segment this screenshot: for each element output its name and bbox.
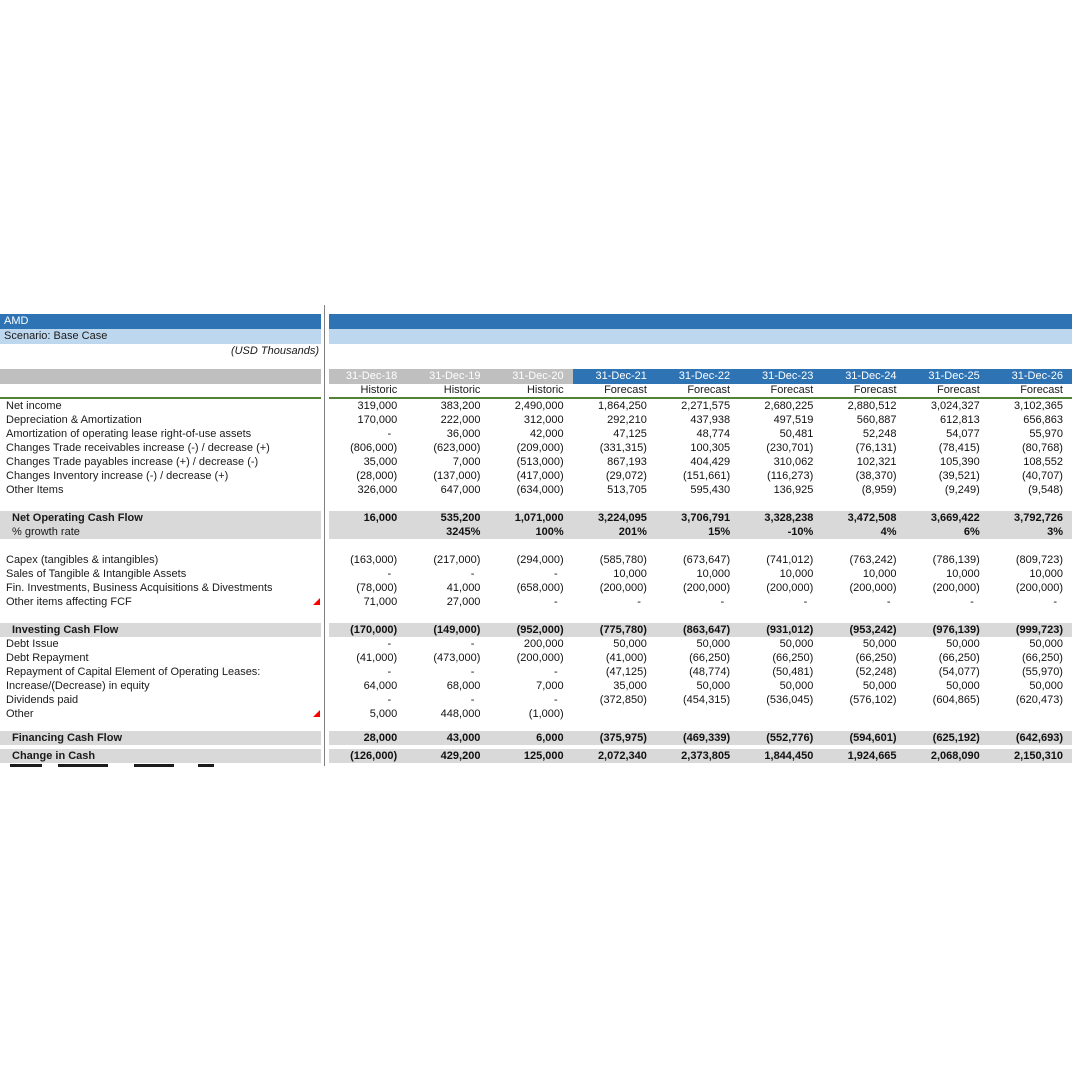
value-cell[interactable]: - <box>886 596 891 608</box>
table-row <box>0 707 1072 721</box>
value-cell[interactable]: - <box>387 638 392 650</box>
value-cell[interactable]: 10,000 <box>1029 568 1063 580</box>
value-cell[interactable]: (151,661) <box>683 470 731 482</box>
value-cell[interactable]: (137,000) <box>433 470 481 482</box>
value-cell[interactable]: - <box>470 568 475 580</box>
value-cell[interactable]: (623,000) <box>433 442 481 454</box>
column-phase-label: Forecast <box>989 384 1072 397</box>
value-cell[interactable]: (66,250) <box>689 652 731 664</box>
cash-flow-sheet <box>0 314 1072 768</box>
table-row <box>0 427 1072 441</box>
value-cell[interactable]: (52,248) <box>855 666 897 678</box>
table-row <box>0 441 1072 455</box>
value-cell[interactable]: (763,242) <box>849 554 897 566</box>
value-cell[interactable]: (658,000) <box>516 582 564 594</box>
value-cell[interactable]: 47,125 <box>613 428 647 440</box>
row-label[interactable]: Changes Inventory increase (-) / decrease (+) <box>6 470 229 482</box>
value-cell[interactable]: (863,647) <box>683 624 731 636</box>
value-cell[interactable]: 50,000 <box>946 638 980 650</box>
value-cell[interactable]: 100% <box>535 526 564 538</box>
value-cell[interactable]: (604,865) <box>932 694 980 706</box>
column-phase-label: Historic <box>489 384 572 397</box>
value-cell[interactable]: (78,415) <box>938 442 980 454</box>
value-cell[interactable]: 404,429 <box>690 456 731 468</box>
value-cell[interactable]: (931,012) <box>766 624 814 636</box>
value-cell[interactable]: 5,000 <box>369 708 398 720</box>
row-label[interactable]: Change in Cash <box>12 750 96 762</box>
value-cell[interactable]: 3% <box>1047 526 1063 538</box>
column-divider-line <box>324 305 325 766</box>
row-label[interactable]: Other items affecting FCF <box>0 595 323 609</box>
value-cell[interactable]: 102,321 <box>856 456 897 468</box>
value-cell[interactable]: 2,680,225 <box>764 400 814 412</box>
value-cell[interactable]: 2,373,805 <box>681 750 731 762</box>
scenario-bar[interactable] <box>0 329 1072 344</box>
row-label[interactable]: Sales of Tangible & Intangible Assets <box>6 568 187 580</box>
table-row <box>0 511 1072 525</box>
row-label[interactable]: Net Operating Cash Flow <box>12 512 143 524</box>
table-row <box>0 637 1072 651</box>
column-phase-label: Forecast <box>906 384 989 397</box>
value-cell[interactable]: 310,062 <box>773 456 814 468</box>
column-phase-label: Historic <box>406 384 489 397</box>
value-cell[interactable]: 50,000 <box>613 638 647 650</box>
column-header-date[interactable]: 31-Dec-18 <box>323 369 406 384</box>
value-cell[interactable]: (230,701) <box>766 442 814 454</box>
value-cell[interactable]: 3,328,238 <box>764 512 814 524</box>
value-cell[interactable] <box>989 707 1072 721</box>
column-header-row <box>0 369 1072 384</box>
table-row <box>0 749 1072 763</box>
value-cell[interactable]: 3,792,726 <box>1014 512 1063 524</box>
comment-flag-icon <box>313 598 320 605</box>
row-label[interactable]: Changes Trade receivables increase (-) / decrease (+) <box>6 442 270 454</box>
value-cell[interactable]: 222,000 <box>440 414 481 426</box>
value-cell[interactable]: (200,000) <box>683 582 731 594</box>
value-cell[interactable]: (170,000) <box>350 624 398 636</box>
value-cell[interactable]: (38,370) <box>855 470 897 482</box>
value-cell[interactable]: 10,000 <box>779 568 814 580</box>
value-cell[interactable]: (41,000) <box>356 652 398 664</box>
value-cell[interactable]: (417,000) <box>516 470 564 482</box>
value-cell[interactable]: (552,776) <box>766 732 814 744</box>
row-label[interactable]: Other <box>0 707 323 721</box>
table-row <box>0 413 1072 427</box>
value-cell[interactable]: (775,780) <box>599 624 647 636</box>
value-cell[interactable]: (673,647) <box>683 554 731 566</box>
value-cell[interactable]: 35,000 <box>363 456 398 468</box>
value-cell[interactable]: (454,315) <box>683 694 731 706</box>
table-row <box>0 679 1072 693</box>
value-cell[interactable]: (200,000) <box>516 652 564 664</box>
value-cell[interactable]: 2,490,000 <box>514 400 564 412</box>
column-header-date[interactable]: 31-Dec-22 <box>656 369 739 384</box>
value-cell[interactable]: 2,880,512 <box>847 400 897 412</box>
row-label[interactable]: Depreciation & Amortization <box>6 414 142 426</box>
header-gap <box>0 359 1072 369</box>
value-cell[interactable]: 48,774 <box>696 428 731 440</box>
value-cell[interactable]: (40,707) <box>1022 470 1063 482</box>
value-cell[interactable]: 136,925 <box>773 484 814 496</box>
value-cell[interactable]: (66,250) <box>772 652 814 664</box>
value-cell[interactable]: 71,000 <box>363 596 398 608</box>
column-header-date[interactable]: 31-Dec-24 <box>822 369 905 384</box>
value-cell[interactable]: (741,012) <box>766 554 814 566</box>
value-cell[interactable]: (9,548) <box>1028 484 1063 496</box>
value-cell[interactable]: - <box>553 568 558 580</box>
cash-flow-table <box>0 369 1072 768</box>
clipped-text-fragment <box>134 764 174 767</box>
value-cell[interactable]: 15% <box>708 526 731 538</box>
value-cell[interactable]: 383,200 <box>440 400 481 412</box>
table-row <box>0 397 1072 413</box>
phase-header-row <box>0 384 1072 397</box>
row-label[interactable]: Changes Trade payables increase (+) / decrease (-) <box>6 456 259 468</box>
value-cell[interactable]: 50,000 <box>779 680 814 692</box>
value-cell[interactable]: 50,000 <box>946 680 980 692</box>
column-header-date[interactable]: 31-Dec-26 <box>989 369 1072 384</box>
value-cell[interactable]: 497,519 <box>773 414 814 426</box>
value-cell[interactable]: 10,000 <box>862 568 897 580</box>
value-cell[interactable]: 50,000 <box>696 638 731 650</box>
value-cell[interactable]: (1,000) <box>528 708 564 720</box>
value-cell[interactable]: - <box>970 596 974 608</box>
value-cell[interactable]: 312,000 <box>523 414 564 426</box>
value-cell[interactable]: 2,072,340 <box>597 750 647 762</box>
value-cell[interactable]: (200,000) <box>599 582 647 594</box>
table-row <box>0 581 1072 595</box>
value-cell[interactable]: 108,552 <box>1023 456 1063 468</box>
value-cell[interactable]: (149,000) <box>433 624 481 636</box>
units-label: (USD Thousands) <box>230 345 319 357</box>
value-cell[interactable]: (536,045) <box>766 694 814 706</box>
column-header-date[interactable]: 31-Dec-19 <box>406 369 489 384</box>
value-cell[interactable]: (375,975) <box>599 732 647 744</box>
row-label[interactable]: Repayment of Capital Element of Operating Leases: <box>6 666 261 678</box>
company-header-bar[interactable] <box>0 314 1072 329</box>
value-cell[interactable]: 3245% <box>446 526 481 538</box>
value-cell[interactable]: (200,000) <box>1015 582 1063 594</box>
value-cell[interactable]: 1,844,450 <box>764 750 814 762</box>
clipped-text-fragment <box>198 764 214 767</box>
value-cell[interactable]: 50,000 <box>1029 638 1063 650</box>
value-cell[interactable] <box>739 707 822 721</box>
value-cell[interactable]: (200,000) <box>766 582 814 594</box>
value-cell[interactable]: 50,000 <box>862 638 897 650</box>
value-cell[interactable]: (806,000) <box>350 442 398 454</box>
value-cell[interactable] <box>323 525 406 539</box>
value-cell[interactable]: (29,072) <box>605 470 647 482</box>
clipped-row <box>0 763 1072 768</box>
value-cell[interactable]: 201% <box>618 526 647 538</box>
column-phase-label: Forecast <box>656 384 739 397</box>
value-cell[interactable]: (953,242) <box>849 624 897 636</box>
value-cell[interactable]: (513,000) <box>516 456 564 468</box>
value-cell[interactable]: (976,139) <box>932 624 980 636</box>
column-header-corner <box>0 369 323 384</box>
value-cell[interactable]: 595,430 <box>690 484 731 496</box>
value-cell[interactable] <box>822 707 905 721</box>
clipped-text-fragment <box>10 764 42 767</box>
value-cell[interactable]: 3,669,422 <box>930 512 980 524</box>
value-cell[interactable]: 6,000 <box>536 732 564 744</box>
value-cell[interactable]: 125,000 <box>523 750 564 762</box>
column-phase-label: Historic <box>323 384 406 397</box>
value-cell[interactable]: (126,000) <box>350 750 398 762</box>
value-cell[interactable]: (55,970) <box>1022 666 1063 678</box>
value-cell[interactable]: (331,315) <box>599 442 647 454</box>
spacer-row <box>0 539 1072 553</box>
spacer-row <box>0 497 1072 511</box>
value-cell[interactable]: 3,224,095 <box>597 512 647 524</box>
value-cell[interactable]: (473,000) <box>433 652 481 664</box>
value-cell[interactable]: - <box>470 694 475 706</box>
value-cell[interactable]: 319,000 <box>357 400 398 412</box>
value-cell[interactable]: - <box>803 596 808 608</box>
column-phase-label: Forecast <box>739 384 822 397</box>
value-cell[interactable]: 10,000 <box>613 568 647 580</box>
value-cell[interactable]: (66,250) <box>1022 652 1063 664</box>
comment-flag-icon <box>313 710 320 717</box>
value-cell[interactable]: (999,723) <box>1015 624 1063 636</box>
value-cell[interactable]: 1,924,665 <box>847 750 897 762</box>
table-row <box>0 567 1072 581</box>
value-cell[interactable]: 36,000 <box>446 428 481 440</box>
value-cell[interactable] <box>573 707 656 721</box>
table-row <box>0 483 1072 497</box>
value-cell[interactable]: 64,000 <box>363 680 398 692</box>
value-cell[interactable]: 170,000 <box>357 414 398 426</box>
value-cell[interactable]: 27,000 <box>446 596 481 608</box>
value-cell[interactable]: (80,768) <box>1022 442 1063 454</box>
value-cell[interactable]: - <box>387 568 392 580</box>
table-row <box>0 693 1072 707</box>
value-cell[interactable]: - <box>553 694 558 706</box>
value-cell[interactable]: (576,102) <box>849 694 897 706</box>
value-cell[interactable]: (634,000) <box>516 484 564 496</box>
value-cell[interactable]: 50,000 <box>779 638 814 650</box>
value-cell[interactable]: - <box>470 666 475 678</box>
value-cell[interactable]: 10,000 <box>696 568 731 580</box>
value-cell[interactable]: - <box>553 596 558 608</box>
value-cell[interactable]: 6% <box>963 526 980 538</box>
value-cell[interactable]: 535,200 <box>440 512 481 524</box>
value-cell[interactable]: (372,850) <box>599 694 647 706</box>
value-cell[interactable]: (294,000) <box>516 554 564 566</box>
value-cell[interactable]: (41,000) <box>605 652 647 664</box>
column-phase-label: Forecast <box>822 384 905 397</box>
value-cell[interactable]: (28,000) <box>356 470 398 482</box>
value-cell[interactable]: - <box>387 666 392 678</box>
value-cell[interactable]: (163,000) <box>350 554 398 566</box>
row-label[interactable]: Investing Cash Flow <box>12 624 119 636</box>
value-cell[interactable]: 3,472,508 <box>847 512 897 524</box>
value-cell[interactable]: (78,000) <box>356 582 398 594</box>
value-cell[interactable]: 100,305 <box>690 442 731 454</box>
value-cell[interactable]: 2,068,090 <box>930 750 980 762</box>
value-cell[interactable]: 50,000 <box>696 680 731 692</box>
clipped-text-fragment <box>58 764 108 767</box>
column-divider-strip <box>321 305 329 766</box>
value-cell[interactable]: 4% <box>880 526 897 538</box>
value-cell[interactable]: 292,210 <box>607 414 647 426</box>
value-cell[interactable]: (809,723) <box>1015 554 1063 566</box>
value-cell[interactable]: 3,706,791 <box>681 512 731 524</box>
value-cell[interactable]: 55,970 <box>1029 428 1063 440</box>
table-row <box>0 731 1072 745</box>
value-cell[interactable]: (47,125) <box>605 666 647 678</box>
value-cell[interactable]: (620,473) <box>1015 694 1063 706</box>
value-cell[interactable]: 200,000 <box>523 638 564 650</box>
value-cell[interactable]: 54,077 <box>946 428 980 440</box>
value-cell[interactable]: 326,000 <box>357 484 398 496</box>
value-cell[interactable]: 513,705 <box>607 484 647 496</box>
value-cell[interactable]: 1,071,000 <box>514 512 564 524</box>
value-cell[interactable]: (200,000) <box>849 582 897 594</box>
value-cell[interactable]: (200,000) <box>932 582 980 594</box>
table-row <box>0 455 1072 469</box>
table-row <box>0 651 1072 665</box>
column-phase-label: Forecast <box>573 384 656 397</box>
table-row <box>0 525 1072 539</box>
value-cell[interactable]: 42,000 <box>530 428 564 440</box>
company-name: AMD <box>4 315 29 327</box>
value-cell[interactable]: (625,192) <box>932 732 980 744</box>
table-row <box>0 553 1072 567</box>
table-row <box>0 665 1072 679</box>
row-label[interactable]: Dividends paid <box>6 694 79 706</box>
value-cell[interactable]: 43,000 <box>446 732 481 744</box>
value-cell[interactable]: 612,813 <box>940 414 980 426</box>
value-cell[interactable]: 105,390 <box>940 456 980 468</box>
column-header-date[interactable]: 31-Dec-23 <box>739 369 822 384</box>
value-cell[interactable]: (48,774) <box>689 666 731 678</box>
value-cell[interactable] <box>906 707 989 721</box>
value-cell[interactable]: 50,481 <box>779 428 814 440</box>
value-cell[interactable]: 867,193 <box>607 456 647 468</box>
value-cell[interactable]: 429,200 <box>440 750 481 762</box>
value-cell[interactable]: (952,000) <box>516 624 564 636</box>
value-cell[interactable]: -10% <box>787 526 814 538</box>
row-label[interactable]: Net income <box>6 400 62 412</box>
column-header-date[interactable]: 31-Dec-21 <box>573 369 656 384</box>
value-cell[interactable]: (217,000) <box>433 554 481 566</box>
value-cell[interactable]: (209,000) <box>516 442 564 454</box>
value-cell[interactable]: - <box>470 638 475 650</box>
value-cell[interactable]: 647,000 <box>440 484 481 496</box>
value-cell[interactable]: - <box>1053 596 1057 608</box>
value-cell[interactable]: 50,000 <box>1029 680 1063 692</box>
value-cell[interactable]: (116,273) <box>767 470 814 482</box>
row-label[interactable]: Increase/(Decrease) in equity <box>6 680 150 692</box>
value-cell[interactable]: (642,693) <box>1015 732 1063 744</box>
phase-header-corner <box>0 384 323 397</box>
value-cell[interactable]: 68,000 <box>446 680 481 692</box>
table-body <box>0 397 1072 768</box>
row-label[interactable]: % growth rate <box>12 526 80 538</box>
value-cell[interactable]: - <box>387 428 392 440</box>
value-cell[interactable]: 2,271,575 <box>681 400 731 412</box>
value-cell[interactable]: (76,131) <box>855 442 897 454</box>
value-cell[interactable]: - <box>637 596 641 608</box>
value-cell[interactable]: 52,248 <box>862 428 897 440</box>
value-cell[interactable]: 7,000 <box>536 680 564 692</box>
value-cell[interactable]: (66,250) <box>938 652 980 664</box>
table-row <box>0 469 1072 483</box>
row-label[interactable]: Financing Cash Flow <box>12 732 123 744</box>
value-cell[interactable]: (66,250) <box>855 652 897 664</box>
value-cell[interactable]: (50,481) <box>772 666 814 678</box>
value-cell[interactable]: - <box>387 694 392 706</box>
value-cell[interactable]: 448,000 <box>440 708 481 720</box>
value-cell[interactable]: - <box>720 596 725 608</box>
value-cell[interactable]: 3,102,365 <box>1014 400 1063 412</box>
row-label[interactable]: Capex (tangibles & intangibles) <box>6 554 159 566</box>
value-cell[interactable]: 28,000 <box>363 732 398 744</box>
table-row <box>0 623 1072 637</box>
value-cell[interactable]: (54,077) <box>938 666 980 678</box>
value-cell[interactable]: 3,024,327 <box>930 400 980 412</box>
row-label[interactable]: Amortization of operating lease right-of-use assets <box>6 428 252 440</box>
value-cell[interactable]: 1,864,250 <box>597 400 647 412</box>
value-cell[interactable]: (8,959) <box>861 484 897 496</box>
value-cell[interactable]: (786,139) <box>932 554 980 566</box>
value-cell[interactable]: (469,339) <box>683 732 731 744</box>
spacer-row <box>0 721 1072 731</box>
value-cell[interactable]: 656,863 <box>1023 414 1063 426</box>
value-cell[interactable]: 41,000 <box>446 582 481 594</box>
row-label[interactable]: Other Items <box>6 484 64 496</box>
column-header-date[interactable]: 31-Dec-25 <box>906 369 989 384</box>
value-cell[interactable]: 16,000 <box>363 512 398 524</box>
value-cell[interactable]: 2,150,310 <box>1014 750 1063 762</box>
row-label[interactable]: Debt Repayment <box>6 652 89 664</box>
value-cell[interactable]: 437,938 <box>690 414 731 426</box>
scenario-label: Scenario: Base Case <box>4 330 108 342</box>
value-cell[interactable]: 7,000 <box>452 456 481 468</box>
column-header-date[interactable]: 31-Dec-20 <box>489 369 572 384</box>
row-label[interactable]: Debt Issue <box>6 638 59 650</box>
value-cell[interactable]: 560,887 <box>856 414 897 426</box>
value-cell[interactable]: (594,601) <box>849 732 897 744</box>
value-cell[interactable]: (39,521) <box>938 470 980 482</box>
table-row <box>0 595 1072 609</box>
value-cell[interactable] <box>656 707 739 721</box>
value-cell[interactable]: 10,000 <box>946 568 980 580</box>
row-label[interactable]: Fin. Investments, Business Acquisitions & Divestments <box>6 582 273 594</box>
value-cell[interactable]: (9,249) <box>944 484 980 496</box>
value-cell[interactable]: 50,000 <box>862 680 897 692</box>
value-cell[interactable]: - <box>553 666 558 678</box>
value-cell[interactable]: (585,780) <box>599 554 647 566</box>
value-cell[interactable]: 35,000 <box>613 680 647 692</box>
spacer-row <box>0 609 1072 623</box>
